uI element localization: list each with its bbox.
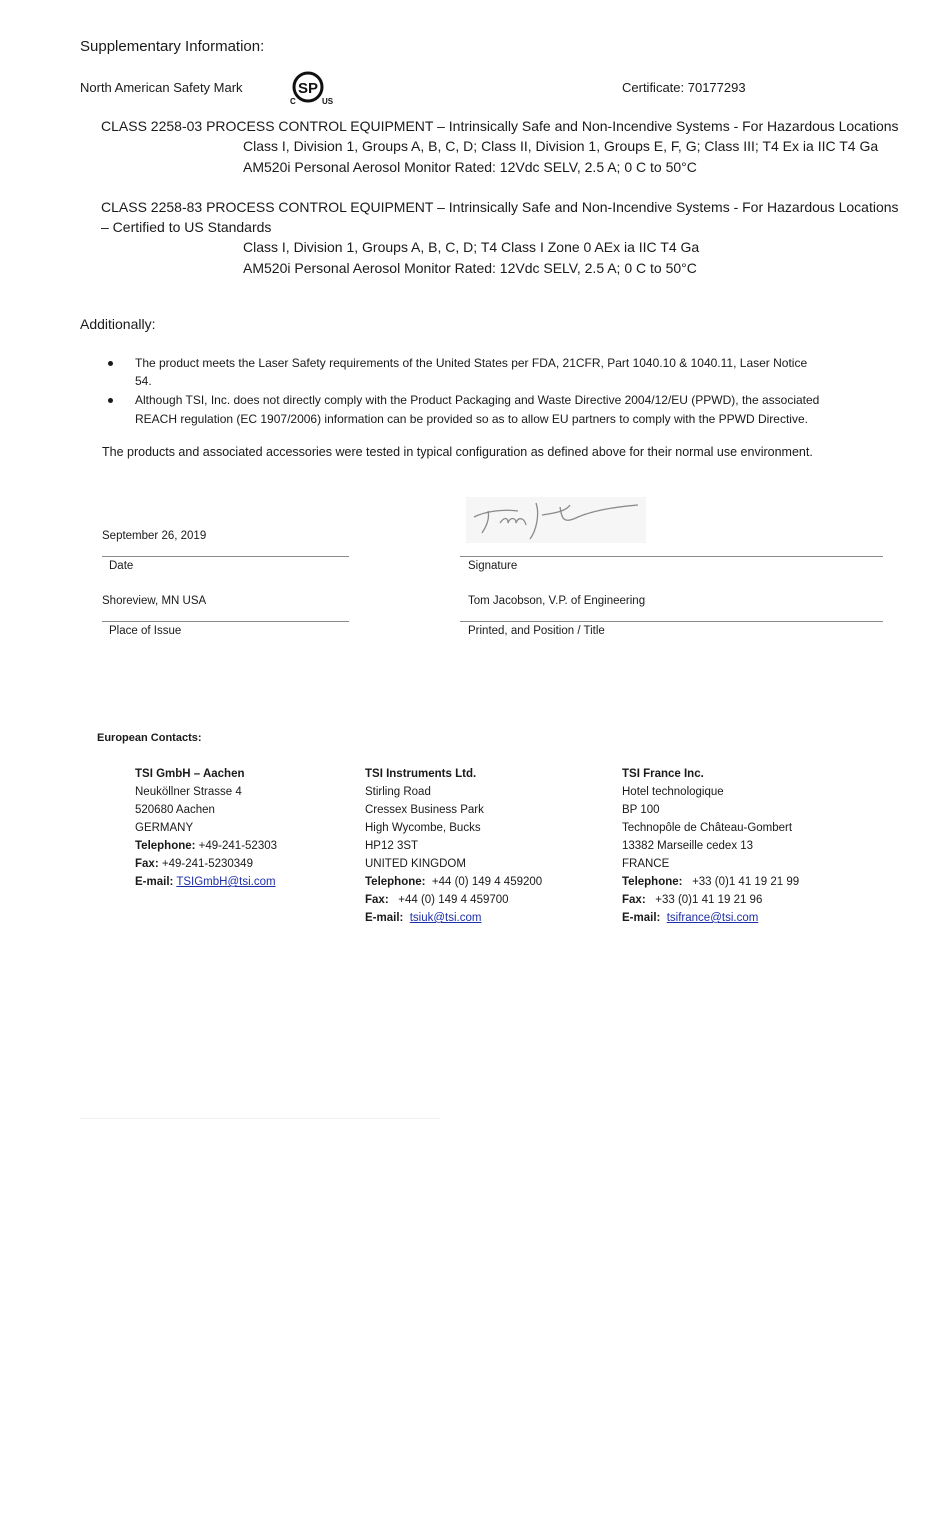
- contact-address-line: UNITED KINGDOM: [365, 858, 466, 870]
- handwritten-signature: [466, 497, 646, 543]
- certificate-number: Certificate: 70177293: [622, 80, 746, 95]
- printed-name-value: Tom Jacobson, V.P. of Engineering: [468, 595, 646, 607]
- telephone-value: +44 (0) 149 4 459200: [425, 876, 543, 888]
- scan-artifact-line: [80, 1118, 440, 1119]
- class-block-1-line2: Class I, Division 1, Groups A, B, C, D; Class II, Division 1, Groups E, F, G; Class III; T4 Ex ia IIC T4 Ga: [243, 138, 879, 154]
- telephone-label: Telephone:: [622, 876, 683, 888]
- class-block-1-title: CLASS 2258-03 PROCESS CONTROL EQUIPMENT – Intrinsically Safe and Non-Incendive Systems - For Hazardous Locations: [101, 118, 899, 134]
- class-block-2-title-cont: – Certified to US Standards: [101, 219, 272, 235]
- email-link[interactable]: tsifrance@tsi.com: [666, 912, 759, 924]
- bullet-2-line1: Although TSI, Inc. does not directly comply with the Product Packaging and Waste Directive 2004/12/EU (PPWD), the associated: [135, 393, 820, 407]
- contact-email: [622, 909, 799, 927]
- contact-address-line: Neukӧllner Strasse 4: [135, 786, 242, 798]
- additionally-heading: Additionally:: [80, 316, 156, 332]
- telephone-value: +33 (0)1 41 19 21 99: [682, 876, 800, 888]
- bullet-1-line2: 54.: [135, 374, 152, 388]
- bullet-1-line1: The product meets the Laser Safety requirements of the United States per FDA, 21CFR, Part 1040.10 & 1040.11, Laser Notice: [135, 356, 808, 370]
- class-block-2-line2: Class I, Division 1, Groups A, B, C, D; T4 Class I Zone 0 AEx ia IIC T4 Ga: [243, 239, 700, 255]
- contact-address-line: 520680 Aachen: [135, 804, 215, 816]
- place-rule: [102, 621, 349, 622]
- fax-value: +44 (0) 149 4 459700: [388, 894, 509, 906]
- class-block-2-title: CLASS 2258-83 PROCESS CONTROL EQUIPMENT – Intrinsically Safe and Non-Incendive Systems - For Hazardous Locations: [101, 199, 899, 215]
- contact-address-line: Hotel technologique: [622, 786, 724, 798]
- contact-telephone: [365, 873, 542, 891]
- place-label: Place of Issue: [109, 625, 182, 637]
- telephone-label: Telephone:: [365, 876, 426, 888]
- class-block-1-line3: AM520i Personal Aerosol Monitor Rated: 12Vdc SELV, 2.5 A; 0 C to 50°C: [243, 159, 697, 175]
- supplementary-heading: Supplementary Information:: [80, 38, 265, 55]
- date-label: Date: [109, 560, 134, 572]
- contact-fax: [365, 891, 542, 909]
- place-value: Shoreview, MN USA: [102, 595, 207, 607]
- contact-address-line: FRANCE: [622, 858, 670, 870]
- contact-name: TSI Instruments Ltd.: [365, 768, 477, 780]
- contact-telephone: [622, 873, 799, 891]
- contact-address-line: BP 100: [622, 804, 660, 816]
- contact-address-line: Cressex Business Park: [365, 804, 484, 816]
- contact-address-line: 13382 Marseille cedex 13: [622, 840, 754, 852]
- fax-value: +33 (0)1 41 19 21 96: [645, 894, 763, 906]
- csa-logo-text: SP: [297, 80, 319, 97]
- class-block-2-line3: AM520i Personal Aerosol Monitor Rated: 12Vdc SELV, 2.5 A; 0 C to 50°C: [243, 260, 697, 276]
- contact-card-france: [622, 765, 799, 927]
- fax-label: Fax:: [135, 858, 159, 870]
- contact-address-line: Technopôle de Château-Gombert: [622, 822, 793, 834]
- safety-mark-label: North American Safety Mark: [80, 80, 243, 95]
- contact-fax: [135, 855, 277, 873]
- contact-address-line: High Wycombe, Bucks: [365, 822, 481, 834]
- contact-email: [135, 873, 277, 891]
- bullet-marker: [108, 398, 113, 403]
- email-label: E-mail:: [622, 912, 661, 924]
- email-link[interactable]: TSIGmbH@tsi.com: [176, 876, 276, 888]
- tested-statement: The products and associated accessories were tested in typical configuration as defined above for their normal use environment.: [102, 445, 813, 459]
- csa-logo-us: US: [322, 97, 334, 106]
- contact-address-line: Stirling Road: [365, 786, 431, 798]
- contact-telephone: [135, 837, 277, 855]
- contact-card-germany: [135, 765, 277, 891]
- fax-label: Fax:: [622, 894, 646, 906]
- printed-rule: [460, 621, 883, 622]
- csa-mark-icon: [286, 70, 338, 106]
- signature-rule: [460, 556, 883, 557]
- bullet-marker: [108, 361, 113, 366]
- telephone-value: +49-241-52303: [195, 840, 278, 852]
- signature-label: Signature: [468, 560, 518, 572]
- bullet-2-line2: REACH regulation (EC 1907/2006) information can be provided so as to allow EU partners to comply with the PPWD Directive.: [135, 412, 808, 426]
- csa-logo-c: C: [290, 97, 296, 106]
- contact-fax: [622, 891, 799, 909]
- contact-card-uk: [365, 765, 542, 927]
- fax-label: Fax:: [365, 894, 389, 906]
- printed-label: Printed, and Position / Title: [468, 625, 605, 637]
- email-link[interactable]: tsiuk@tsi.com: [409, 912, 482, 924]
- european-contacts-heading: European Contacts:: [97, 732, 202, 744]
- contact-name: TSI France Inc.: [622, 768, 704, 780]
- date-rule: [102, 556, 349, 557]
- email-label: E-mail:: [365, 912, 404, 924]
- telephone-label: Telephone:: [135, 840, 196, 852]
- contact-address-line: HP12 3ST: [365, 840, 419, 852]
- fax-value: +49-241-5230349: [158, 858, 253, 870]
- contact-address-line: GERMANY: [135, 822, 194, 834]
- contact-email: [365, 909, 542, 927]
- date-value: September 26, 2019: [102, 530, 207, 542]
- email-label: E-mail:: [135, 876, 174, 888]
- contact-name: TSI GmbH – Aachen: [135, 768, 245, 780]
